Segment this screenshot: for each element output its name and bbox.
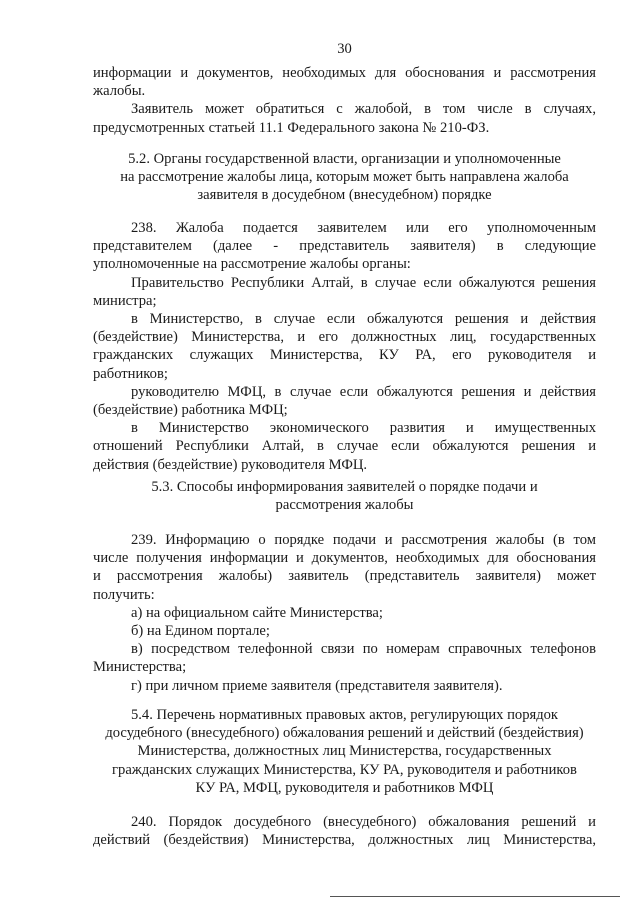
text-line: б) на Едином портале; xyxy=(131,623,270,640)
text-line: 239. Информацию о порядке подачи и рассмотрения жалобы (в том xyxy=(131,532,596,548)
section-heading-5-2 xyxy=(93,150,596,205)
text-line: (бездействие) работника МФЦ; xyxy=(93,402,288,419)
text-line: Заявитель может обратиться с жалобой, в том числе в случаях, xyxy=(131,101,596,118)
text-line: работников; xyxy=(93,365,168,382)
text-line: досудебного (внесудебного) обжалования решений и действий (бездействия) xyxy=(105,725,584,742)
text-line: 5.2. Органы государственной власти, организации и уполномоченные xyxy=(128,151,561,167)
text-line: числе получения информации и документов, необходимых для обоснования xyxy=(93,550,596,567)
section-heading-5-3 xyxy=(93,478,596,514)
text-line: гражданских служащих Министерства, КУ РА, руководителя и работников xyxy=(112,761,577,778)
text-line: руководителю МФЦ, в случае если обжалуются решения и действия xyxy=(131,383,596,400)
text-line: получить: xyxy=(93,586,155,603)
text-line: гражданских служащих Министерства, КУ РА, его руководителя и xyxy=(93,347,596,364)
text-line: действий (бездействия) Министерства, должностных лиц Министерства, xyxy=(93,832,596,849)
text-line: отношений Республики Алтай, в случае если обжалуются решения и xyxy=(93,438,596,455)
paragraph-238 xyxy=(93,219,596,474)
text-line: Министерства; xyxy=(93,659,187,676)
text-line: информации и документов, необходимых для обоснования и рассмотрения xyxy=(93,65,596,81)
paragraph-239 xyxy=(93,531,596,695)
paragraph-240 xyxy=(93,813,596,849)
text-line: 5.3. Способы информирования заявителей о порядке подачи и xyxy=(151,479,538,495)
text-line: Правительство Республики Алтай, в случае если обжалуются решения xyxy=(131,274,596,291)
text-line: КУ РА, МФЦ, руководителя и работников МФЦ xyxy=(195,779,494,796)
text-line: Министерства, должностных лиц Министерства, государственных xyxy=(137,743,552,760)
page-bottom-rule xyxy=(330,896,620,897)
text-line: заявителя в досудебном (внесудебном) порядке xyxy=(197,187,492,204)
text-line: представителем (далее - представитель заявителя) в следующие xyxy=(93,238,596,255)
text-line: в Министерство экономического развития и имущественных xyxy=(131,420,596,437)
text-line: рассмотрения жалобы xyxy=(275,497,414,514)
section-heading-5-4 xyxy=(93,706,596,797)
text-line: жалобы. xyxy=(93,83,146,100)
text-line: и рассмотрения жалобы) заявитель (представитель заявителя) может xyxy=(93,568,596,585)
paragraph-intro xyxy=(93,64,596,137)
text-line: действия (бездействие) руководителя МФЦ. xyxy=(93,456,368,473)
text-line: 240. Порядок досудебного (внесудебного) обжалования решений и xyxy=(131,814,596,830)
text-line: предусмотренных статьей 11.1 Федерального закона № 210-ФЗ. xyxy=(93,119,490,136)
text-line: министра; xyxy=(93,292,157,309)
text-line: на рассмотрение жалобы лица, которым может быть направлена жалоба xyxy=(120,169,569,186)
page-number: 30 xyxy=(337,41,352,57)
text-line: уполномоченные на рассмотрение жалобы органы: xyxy=(93,256,411,273)
text-line: 5.4. Перечень нормативных правовых актов, регулирующих порядок xyxy=(130,707,559,723)
text-line: 238. Жалоба подается заявителем или его уполномоченным xyxy=(131,220,596,236)
text-line: г) при личном приеме заявителя (представителя заявителя). xyxy=(131,677,503,694)
text-line: а) на официальном сайте Министерства; xyxy=(131,604,383,621)
text-line: в) посредством телефонной связи по номерам справочных телефонов xyxy=(131,641,596,658)
text-line: в Министерство, в случае если обжалуются решения и действия xyxy=(131,311,596,328)
text-line: (бездействие) Министерства, и его должностных лиц, государственных xyxy=(93,329,596,346)
